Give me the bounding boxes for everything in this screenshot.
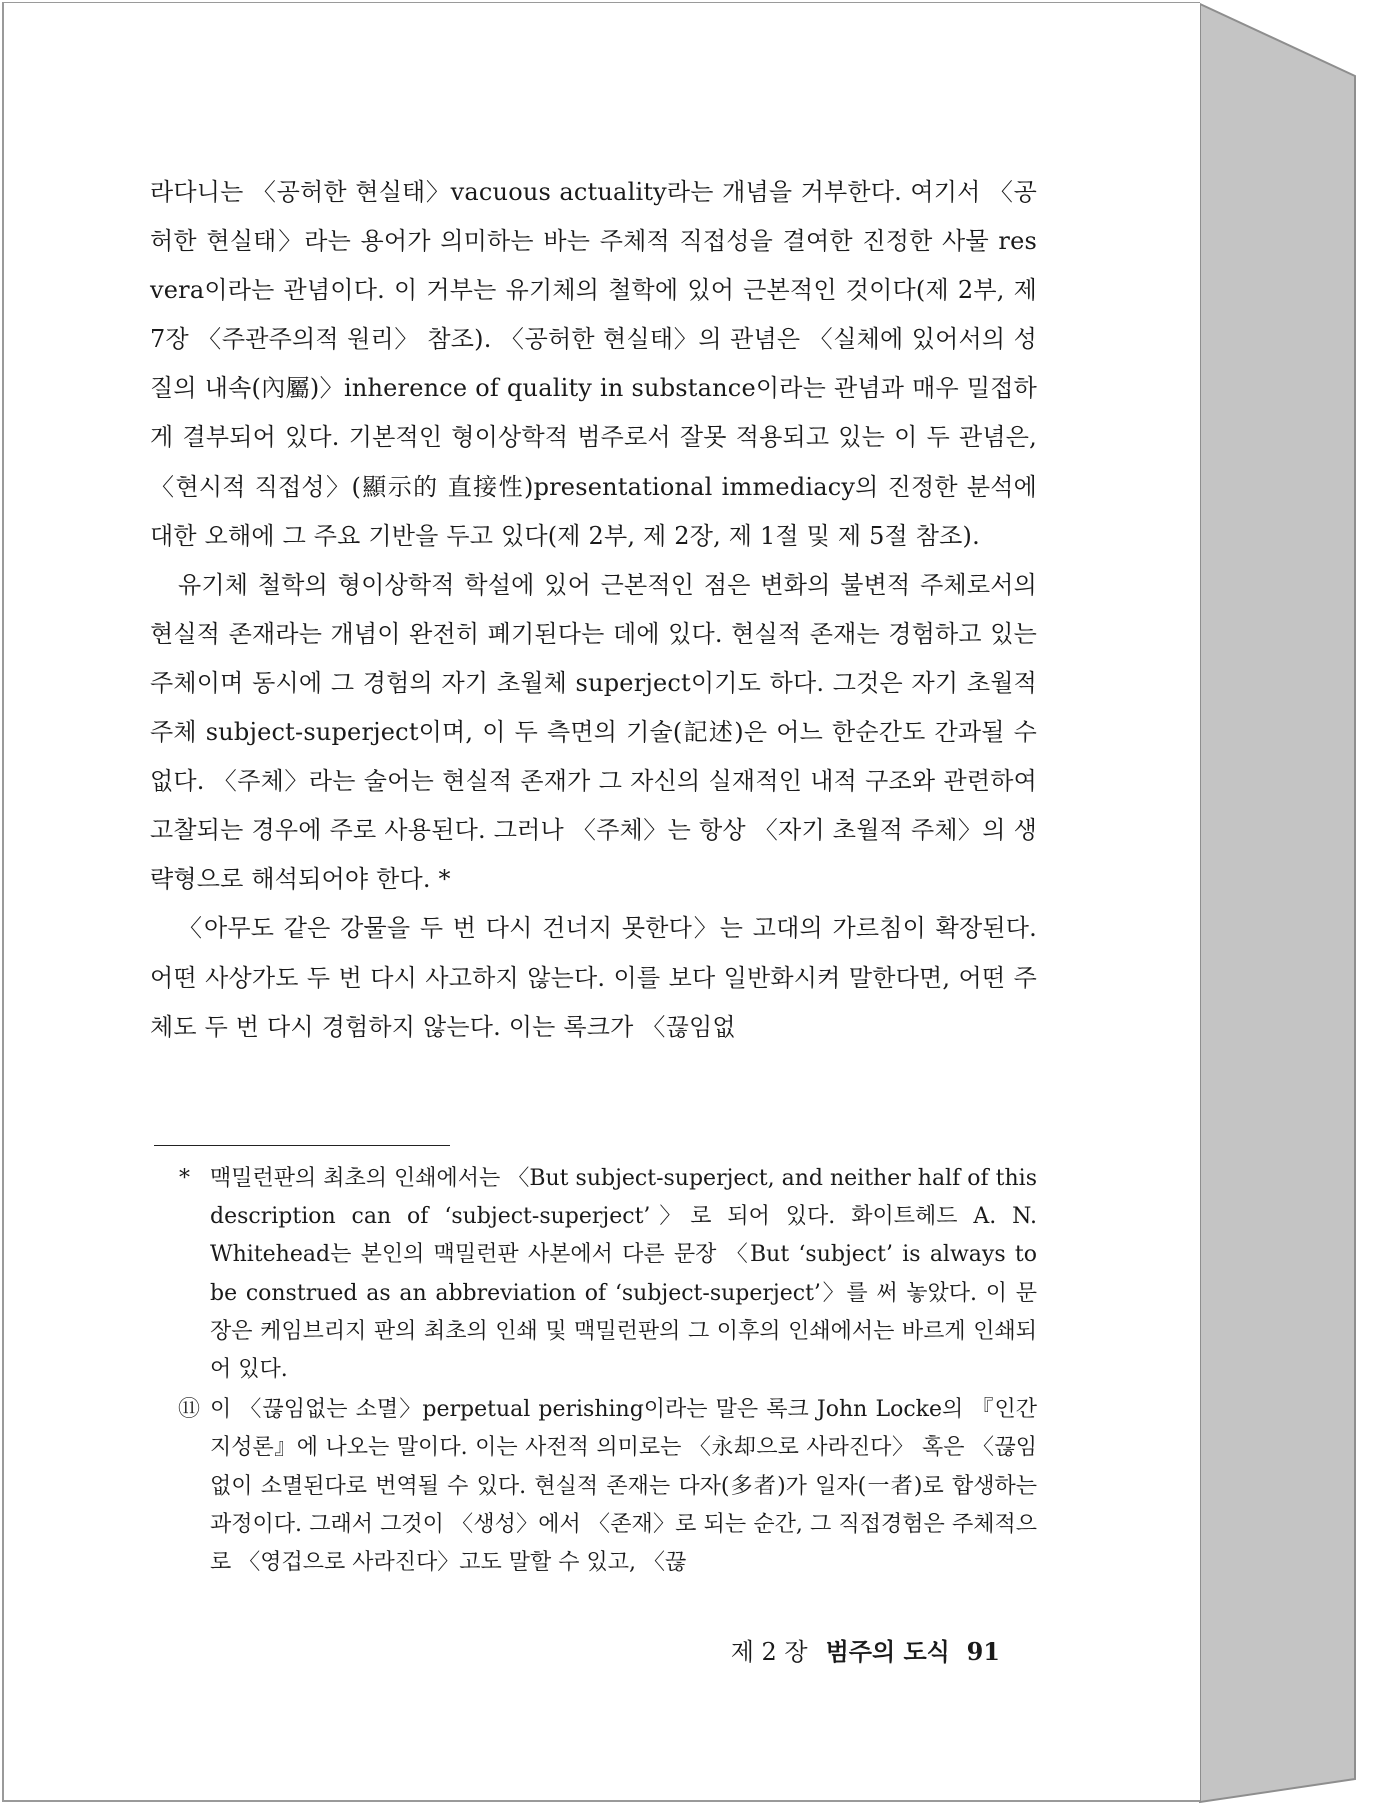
- footnote-marker: ⑪: [178, 1397, 201, 1423]
- footnote-11: [178, 1391, 1037, 1582]
- footnote-marker: *: [179, 1166, 190, 1191]
- paragraph-1: 라다니는 〈공허한 현실태〉vacuous actuality라는 개념을 거부한다. 여기서 〈공허한 현실태〉라는 용어가 의미하는 바는 주체적 직접성을 결여한 진정한 사물 res vera이라는 관념이다. 이 거부는 유기체의 철학에 있어 근본적인 것이다(제 2부, 제 7장 〈주관주의적 원리〉 참조). 〈공허한 현실태〉의 관념은 〈실체에 있어서의 성질의 내속(內屬)〉inherence of quality in substance이라는 관념과 매우 밀접하게 결부되어 있다. 기본적인 형이상학적 범주로서 잘못 적용되고 있는 이 두 관념은, 〈현시적 직접성〉(顯示的 直接性)presentational immediacy의 진정한 분석에 대한 오해에 그 주요 기반을 두고 있다(제 2부, 제 2장, 제 1절 및 제 5절 참조).: [150, 178, 1037, 550]
- body-text: [150, 168, 1037, 1052]
- footnote-asterisk: [179, 1160, 1037, 1389]
- running-footer: [700, 1632, 1000, 1667]
- footnotes: [178, 1160, 1037, 1582]
- footnote-divider: [154, 1145, 450, 1146]
- page-number: 91: [966, 1637, 1000, 1666]
- footer-section: 범주의 도식: [825, 1637, 950, 1666]
- book-edge-face: [1200, 4, 1355, 1802]
- paragraph-2: 유기체 철학의 형이상학적 학설에 있어 근본적인 점은 변화의 불변적 주체로서의 현실적 존재라는 개념이 완전히 폐기된다는 데에 있다. 현실적 존재는 경험하고 있는 주체이며 동시에 그 경험의 자기 초월체 superject이기도 하다. 그것은 자기 초월적 주체 subject-superject이며, 이 두 측면의 기술(記述)은 어느 한순간도 간과될 수 없다. 〈주체〉라는 술어는 현실적 존재가 그 자신의 실재적인 내적 구조와 관련하여 고찰되는 경우에 주로 사용된다. 그러나 〈주체〉는 항상 〈자기 초월적 주체〉의 생략형으로 해석되어야 한다. *: [150, 570, 1037, 894]
- footnote-text: 맥밀런판의 최초의 인쇄에서는 〈But subject-superject, and neither half of this description can of ‘subject-superject’〉로 되어 있다. 화이트헤드 A. N. Whitehead는 본인의 맥밀런판 사본에서 다른 문장 〈But ‘subject’ is always to be construed as an abbreviation of ‘subject-superject’〉를 써 놓았다. 이 문장은 케임브리지 판의 최초의 인쇄 및 맥밀런판의 그 이후의 인쇄에서는 바르게 인쇄되어 있다.: [210, 1166, 1037, 1383]
- paragraph-3: 〈아무도 같은 강물을 두 번 다시 건너지 못한다〉는 고대의 가르침이 확장된다. 어떤 사상가도 두 번 다시 사고하지 않는다. 이를 보다 일반화시켜 말한다면, 어떤 주체도 두 번 다시 경험하지 않는다. 이는 록크가 〈끊임없: [150, 914, 1037, 1041]
- footer-chapter: 제 2 장: [730, 1638, 808, 1666]
- footnote-text: 이 〈끊임없는 소멸〉perpetual perishing이라는 말은 록크 John Locke의 『인간지성론』에 나오는 말이다. 이는 사전적 의미로는 〈永却으로 사라진다〉 혹은 〈끊임없이 소멸된다로 번역될 수 있다. 현실적 존재는 다자(多者)가 일자(一者)로 합생하는 과정이다. 그래서 그것이 〈생성〉에서 〈존재〉로 되는 순간, 그 직접경험은 주체적으로 〈영겁으로 사라진다〉고도 말할 수 있고, 〈끊: [210, 1397, 1037, 1576]
